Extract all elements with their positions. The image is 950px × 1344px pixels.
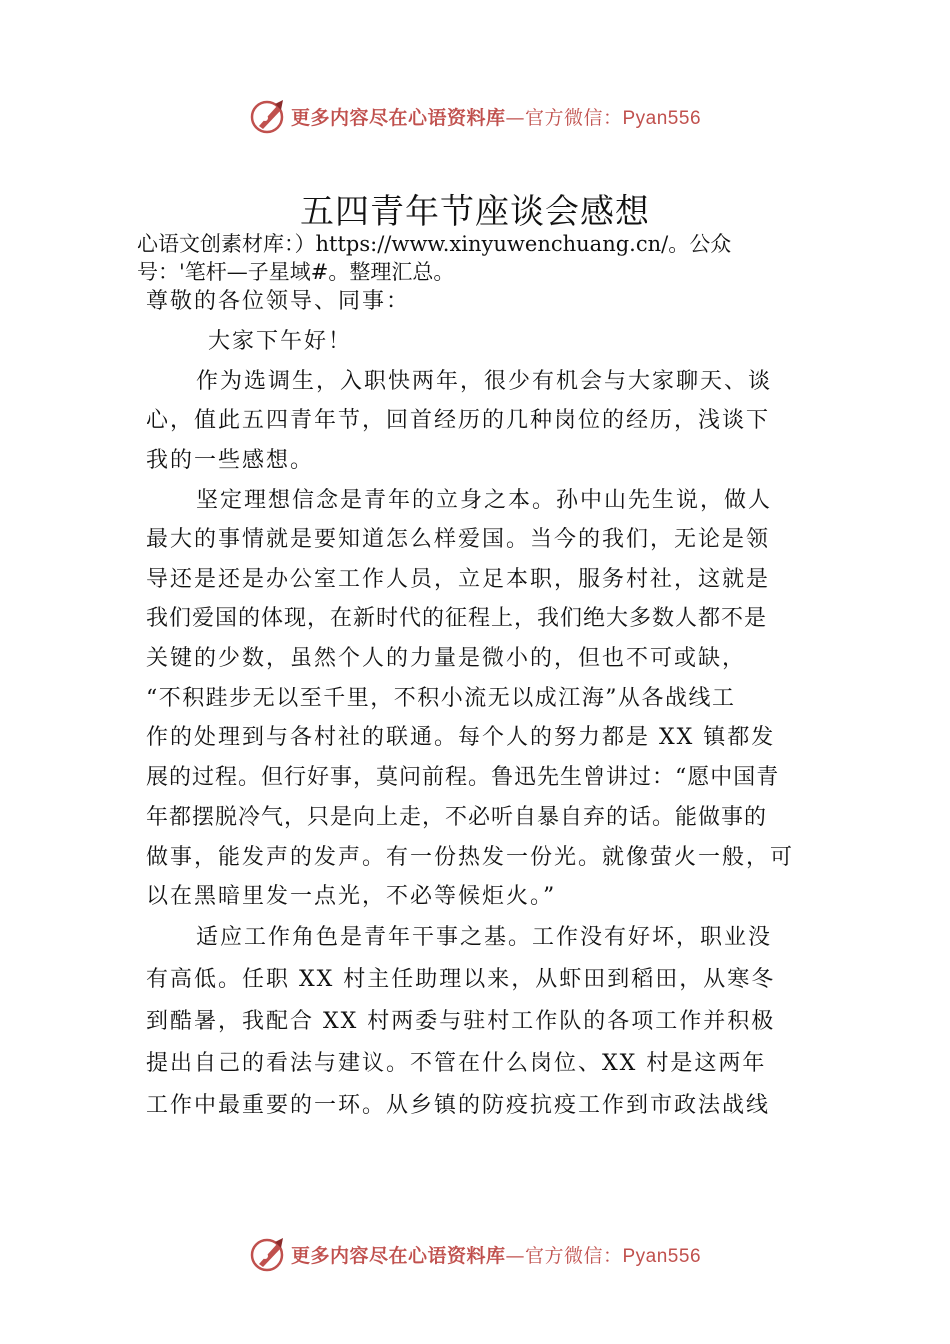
paragraph-line: 到酷暑，我配合 XX 村两委与驻村工作队的各项工作并积极	[146, 1009, 776, 1034]
banner-separator: —	[505, 1244, 525, 1267]
paragraph-line: 导还是还是办公室工作人员，立足本职，服务村社，这就是	[146, 567, 771, 592]
document-title: 五四青年节座谈会感想	[300, 192, 650, 232]
salutation: 尊敬的各位领导、同事：	[146, 289, 411, 314]
paragraph-line: 做事，能发声的发声。有一份热发一份光。就像萤火一般，可	[146, 845, 795, 870]
paragraph-line: 有高低。任职 XX 村主任助理以来，从虾田到稻田，从寒冬	[146, 967, 776, 992]
footer-banner	[0, 1232, 950, 1276]
paragraph-line: 心，值此五四青年节，回首经历的几种岗位的经历，浅谈下	[146, 408, 771, 433]
header-banner	[0, 94, 950, 138]
banner-main-text: 更多内容尽在心语资料库	[290, 1244, 506, 1267]
paragraph-line: 作为选调生，入职快两年，很少有机会与大家聊天、谈	[196, 369, 773, 394]
banner-wechat-id: Pyan556	[622, 1245, 702, 1267]
banner-text	[291, 1241, 701, 1268]
banner-wechat-label: 官方微信：	[524, 106, 623, 129]
paragraph-line: 最大的事情就是要知道怎么样爱国。当今的我们，无论是领	[146, 527, 771, 552]
paragraph-line: 展的过程。但行好事，莫问前程。鲁迅先生曾讲过：“愿中国青	[146, 765, 780, 790]
banner-text	[291, 103, 701, 130]
pen-logo-icon	[249, 96, 289, 136]
banner-wechat-label: 官方微信：	[524, 1244, 623, 1267]
banner-separator: —	[505, 106, 525, 129]
paragraph-line: “不积跬步无以至千里，不积小流无以成江海”从各战线工	[146, 686, 736, 711]
paragraph-line: 我的一些感想。	[146, 448, 315, 473]
greeting: 大家下午好！	[208, 329, 353, 354]
paragraph-line: 我们爱国的体现，在新时代的征程上，我们绝大多数人都不是	[146, 606, 768, 631]
banner-main-text: 更多内容尽在心语资料库	[290, 106, 506, 129]
source-line: 号：'笔杆—子星域#。整理汇总。	[137, 260, 455, 284]
paragraph-line: 以在黑暗里发一点光，不必等候炬火。”	[146, 884, 557, 909]
pen-logo-icon	[249, 1234, 289, 1274]
paragraph-line: 坚定理想信念是青年的立身之本。孙中山先生说，做人	[196, 488, 773, 513]
paragraph-line: 年都摆脱冷气，只是向上走，不必听自暴自弃的话。能做事的	[146, 805, 768, 830]
banner-wechat-id: Pyan556	[622, 107, 702, 129]
source-line: 心语文创素材库：）https://www.xinyuwenchuang.cn/。公众	[137, 232, 732, 256]
paragraph-line: 提出自己的看法与建议。不管在什么岗位、XX 村是这两年	[146, 1051, 767, 1076]
paragraph-line: 关键的少数，虽然个人的力量是微小的，但也不可或缺，	[146, 646, 747, 671]
paragraph-line: 适应工作角色是青年干事之基。工作没有好坏，职业没	[196, 925, 773, 950]
paragraph-line: 工作中最重要的一环。从乡镇的防疫抗疫工作到市政法战线	[146, 1093, 771, 1118]
paragraph-line: 作的处理到与各村社的联通。每个人的努力都是 XX 镇都发	[146, 725, 776, 750]
